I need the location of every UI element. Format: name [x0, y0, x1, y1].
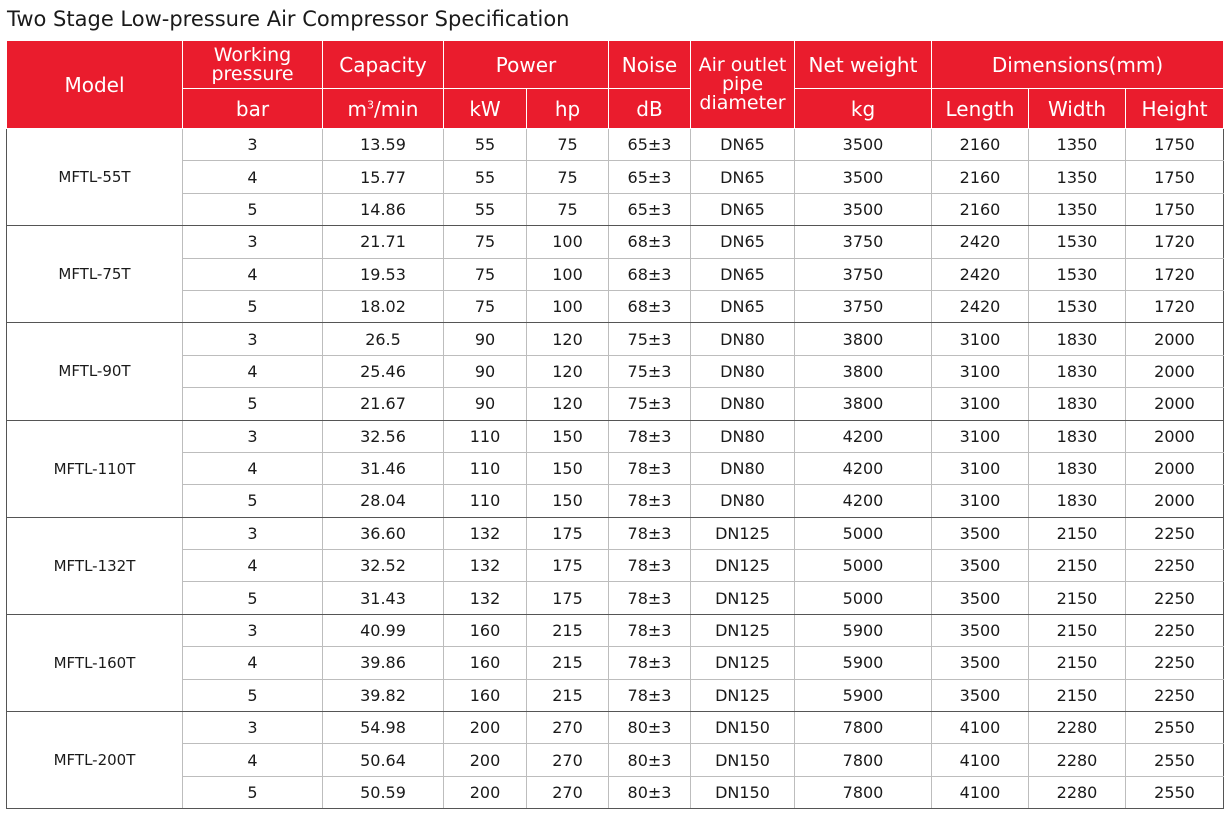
table-row: [7, 452, 1224, 484]
unit-kg: kg: [795, 89, 932, 129]
noise-cell: 78±3: [609, 550, 691, 582]
length-cell: 2160: [932, 129, 1029, 161]
hp-cell: 215: [527, 647, 609, 679]
bar-cell: 4: [183, 161, 323, 193]
kw-cell: 200: [444, 776, 527, 808]
bar-cell: 5: [183, 290, 323, 322]
height-cell: 2250: [1126, 550, 1224, 582]
capacity-cell: 26.5: [323, 323, 444, 355]
bar-cell: 3: [183, 614, 323, 646]
kw-cell: 55: [444, 161, 527, 193]
capacity-cell: 21.71: [323, 226, 444, 258]
hp-cell: 120: [527, 323, 609, 355]
table-row: [7, 226, 1224, 258]
bar-cell: 4: [183, 550, 323, 582]
bar-cell: 4: [183, 258, 323, 290]
hp-cell: 75: [527, 161, 609, 193]
bar-cell: 3: [183, 226, 323, 258]
unit-capacity-base: m: [347, 96, 368, 121]
height-cell: 2000: [1126, 323, 1224, 355]
noise-cell: 80±3: [609, 712, 691, 744]
height-cell: 1720: [1126, 290, 1224, 322]
length-cell: 3500: [932, 614, 1029, 646]
noise-cell: 78±3: [609, 647, 691, 679]
kw-cell: 200: [444, 712, 527, 744]
table-row: [7, 355, 1224, 387]
bar-cell: 5: [183, 679, 323, 711]
unit-hp: hp: [527, 89, 609, 129]
hp-cell: 120: [527, 355, 609, 387]
outlet-cell: DN80: [691, 420, 795, 452]
width-cell: 2150: [1029, 679, 1126, 711]
header-air-outlet: Air outlet pipe diameter: [691, 41, 795, 129]
kw-cell: 90: [444, 355, 527, 387]
height-cell: 1750: [1126, 129, 1224, 161]
kw-cell: 160: [444, 614, 527, 646]
table-row: [7, 647, 1224, 679]
capacity-cell: 40.99: [323, 614, 444, 646]
weight-cell: 3800: [795, 388, 932, 420]
bar-cell: 3: [183, 129, 323, 161]
hp-cell: 75: [527, 129, 609, 161]
weight-cell: 5000: [795, 517, 932, 549]
length-cell: 4100: [932, 744, 1029, 776]
weight-cell: 5900: [795, 679, 932, 711]
bar-cell: 5: [183, 388, 323, 420]
noise-cell: 75±3: [609, 355, 691, 387]
height-cell: 2250: [1126, 517, 1224, 549]
table-row: [7, 193, 1224, 225]
width-cell: 1350: [1029, 193, 1126, 225]
weight-cell: 3500: [795, 129, 932, 161]
hp-cell: 270: [527, 744, 609, 776]
length-cell: 3100: [932, 420, 1029, 452]
hp-cell: 175: [527, 582, 609, 614]
header-working-pressure: Working pressure: [183, 41, 323, 89]
header-noise: Noise: [609, 41, 691, 89]
noise-cell: 78±3: [609, 452, 691, 484]
outlet-cell: DN80: [691, 452, 795, 484]
height-cell: 2250: [1126, 679, 1224, 711]
spec-table: [6, 40, 1224, 809]
height-cell: 1750: [1126, 161, 1224, 193]
noise-cell: 75±3: [609, 388, 691, 420]
width-cell: 2280: [1029, 776, 1126, 808]
bar-cell: 3: [183, 420, 323, 452]
bar-cell: 3: [183, 323, 323, 355]
outlet-cell: DN80: [691, 485, 795, 517]
height-cell: 2250: [1126, 647, 1224, 679]
bar-cell: 4: [183, 647, 323, 679]
capacity-cell: 28.04: [323, 485, 444, 517]
length-cell: 4100: [932, 712, 1029, 744]
table-row: [7, 550, 1224, 582]
table-row: [7, 614, 1224, 646]
noise-cell: 80±3: [609, 744, 691, 776]
length-cell: 3500: [932, 550, 1029, 582]
capacity-cell: 14.86: [323, 193, 444, 225]
width-cell: 2150: [1029, 550, 1126, 582]
model-cell: MFTL-75T: [7, 226, 183, 323]
width-cell: 1530: [1029, 226, 1126, 258]
header-width: Width: [1029, 89, 1126, 129]
width-cell: 1830: [1029, 355, 1126, 387]
weight-cell: 3750: [795, 258, 932, 290]
weight-cell: 3500: [795, 161, 932, 193]
table-row: [7, 776, 1224, 808]
table-row: [7, 129, 1224, 161]
weight-cell: 3750: [795, 290, 932, 322]
width-cell: 2150: [1029, 517, 1126, 549]
capacity-cell: 18.02: [323, 290, 444, 322]
width-cell: 1350: [1029, 129, 1126, 161]
noise-cell: 68±3: [609, 226, 691, 258]
bar-cell: 5: [183, 582, 323, 614]
hp-cell: 100: [527, 258, 609, 290]
capacity-cell: 39.82: [323, 679, 444, 711]
weight-cell: 4200: [795, 485, 932, 517]
noise-cell: 65±3: [609, 161, 691, 193]
hp-cell: 150: [527, 452, 609, 484]
capacity-cell: 50.64: [323, 744, 444, 776]
outlet-cell: DN150: [691, 776, 795, 808]
noise-cell: 78±3: [609, 485, 691, 517]
capacity-cell: 54.98: [323, 712, 444, 744]
spec-table-body: [7, 129, 1224, 809]
weight-cell: 5900: [795, 647, 932, 679]
header-power: Power: [444, 41, 609, 89]
outlet-cell: DN125: [691, 679, 795, 711]
kw-cell: 132: [444, 582, 527, 614]
weight-cell: 3500: [795, 193, 932, 225]
weight-cell: 5900: [795, 614, 932, 646]
height-cell: 2550: [1126, 744, 1224, 776]
length-cell: 3100: [932, 452, 1029, 484]
hp-cell: 75: [527, 193, 609, 225]
noise-cell: 65±3: [609, 129, 691, 161]
bar-cell: 4: [183, 744, 323, 776]
table-row: [7, 323, 1224, 355]
hp-cell: 100: [527, 290, 609, 322]
hp-cell: 270: [527, 776, 609, 808]
weight-cell: 3800: [795, 355, 932, 387]
weight-cell: 5000: [795, 550, 932, 582]
outlet-cell: DN125: [691, 582, 795, 614]
outlet-cell: DN65: [691, 226, 795, 258]
hp-cell: 270: [527, 712, 609, 744]
hp-cell: 175: [527, 550, 609, 582]
width-cell: 2280: [1029, 744, 1126, 776]
table-row: [7, 744, 1224, 776]
kw-cell: 55: [444, 129, 527, 161]
kw-cell: 90: [444, 388, 527, 420]
capacity-cell: 15.77: [323, 161, 444, 193]
weight-cell: 4200: [795, 420, 932, 452]
kw-cell: 110: [444, 452, 527, 484]
capacity-cell: 32.52: [323, 550, 444, 582]
capacity-cell: 31.43: [323, 582, 444, 614]
weight-cell: 5000: [795, 582, 932, 614]
table-row: [7, 517, 1224, 549]
length-cell: 2420: [932, 258, 1029, 290]
noise-cell: 78±3: [609, 420, 691, 452]
table-row: [7, 679, 1224, 711]
hp-cell: 215: [527, 679, 609, 711]
header-dimensions: Dimensions(mm): [932, 41, 1224, 89]
table-row: [7, 712, 1224, 744]
length-cell: 3100: [932, 388, 1029, 420]
noise-cell: 68±3: [609, 258, 691, 290]
model-cell: MFTL-200T: [7, 712, 183, 809]
hp-cell: 150: [527, 420, 609, 452]
outlet-cell: DN150: [691, 712, 795, 744]
unit-bar: bar: [183, 89, 323, 129]
unit-capacity-sup: 3: [367, 97, 375, 111]
outlet-cell: DN65: [691, 129, 795, 161]
noise-cell: 78±3: [609, 582, 691, 614]
table-row: [7, 258, 1224, 290]
kw-cell: 132: [444, 550, 527, 582]
outlet-cell: DN80: [691, 388, 795, 420]
table-row: [7, 420, 1224, 452]
model-cell: MFTL-110T: [7, 420, 183, 517]
hp-cell: 120: [527, 388, 609, 420]
capacity-cell: 31.46: [323, 452, 444, 484]
bar-cell: 3: [183, 517, 323, 549]
kw-cell: 75: [444, 226, 527, 258]
height-cell: 2000: [1126, 485, 1224, 517]
outlet-cell: DN65: [691, 161, 795, 193]
hp-cell: 100: [527, 226, 609, 258]
kw-cell: 110: [444, 420, 527, 452]
length-cell: 2160: [932, 193, 1029, 225]
weight-cell: 7800: [795, 776, 932, 808]
noise-cell: 65±3: [609, 193, 691, 225]
height-cell: 1720: [1126, 226, 1224, 258]
outlet-cell: DN65: [691, 193, 795, 225]
outlet-cell: DN80: [691, 323, 795, 355]
kw-cell: 160: [444, 679, 527, 711]
capacity-cell: 50.59: [323, 776, 444, 808]
model-cell: MFTL-160T: [7, 614, 183, 711]
kw-cell: 200: [444, 744, 527, 776]
hp-cell: 215: [527, 614, 609, 646]
height-cell: 2250: [1126, 614, 1224, 646]
height-cell: 2000: [1126, 452, 1224, 484]
height-cell: 1720: [1126, 258, 1224, 290]
length-cell: 2160: [932, 161, 1029, 193]
width-cell: 1530: [1029, 290, 1126, 322]
outlet-cell: DN80: [691, 355, 795, 387]
width-cell: 2150: [1029, 647, 1126, 679]
kw-cell: 55: [444, 193, 527, 225]
capacity-cell: 25.46: [323, 355, 444, 387]
width-cell: 2150: [1029, 614, 1126, 646]
model-cell: MFTL-55T: [7, 129, 183, 226]
header-capacity: Capacity: [323, 41, 444, 89]
table-row: [7, 582, 1224, 614]
bar-cell: 3: [183, 712, 323, 744]
noise-cell: 80±3: [609, 776, 691, 808]
bar-cell: 4: [183, 355, 323, 387]
kw-cell: 160: [444, 647, 527, 679]
kw-cell: 90: [444, 323, 527, 355]
length-cell: 3500: [932, 582, 1029, 614]
height-cell: 1750: [1126, 193, 1224, 225]
page-title: Two Stage Low-pressure Air Compressor Specification: [7, 7, 570, 31]
length-cell: 3100: [932, 485, 1029, 517]
capacity-cell: 21.67: [323, 388, 444, 420]
length-cell: 3500: [932, 517, 1029, 549]
header-model: Model: [7, 41, 183, 129]
width-cell: 1830: [1029, 388, 1126, 420]
length-cell: 3100: [932, 323, 1029, 355]
capacity-cell: 13.59: [323, 129, 444, 161]
noise-cell: 78±3: [609, 679, 691, 711]
height-cell: 2550: [1126, 712, 1224, 744]
header-length: Length: [932, 89, 1029, 129]
hp-cell: 150: [527, 485, 609, 517]
capacity-cell: 36.60: [323, 517, 444, 549]
height-cell: 2250: [1126, 582, 1224, 614]
width-cell: 1530: [1029, 258, 1126, 290]
width-cell: 2280: [1029, 712, 1126, 744]
length-cell: 3100: [932, 355, 1029, 387]
kw-cell: 132: [444, 517, 527, 549]
table-row: [7, 388, 1224, 420]
table-row: [7, 485, 1224, 517]
unit-kw: kW: [444, 89, 527, 129]
hp-cell: 175: [527, 517, 609, 549]
model-cell: MFTL-132T: [7, 517, 183, 614]
width-cell: 2150: [1029, 582, 1126, 614]
noise-cell: 78±3: [609, 517, 691, 549]
width-cell: 1350: [1029, 161, 1126, 193]
height-cell: 2550: [1126, 776, 1224, 808]
unit-db: dB: [609, 89, 691, 129]
header-height: Height: [1126, 89, 1224, 129]
outlet-cell: DN125: [691, 614, 795, 646]
capacity-cell: 39.86: [323, 647, 444, 679]
width-cell: 1830: [1029, 485, 1126, 517]
weight-cell: 3750: [795, 226, 932, 258]
weight-cell: 3800: [795, 323, 932, 355]
length-cell: 2420: [932, 290, 1029, 322]
height-cell: 2000: [1126, 355, 1224, 387]
bar-cell: 4: [183, 452, 323, 484]
length-cell: 3500: [932, 647, 1029, 679]
outlet-cell: DN65: [691, 290, 795, 322]
unit-capacity-rest: /min: [374, 96, 419, 121]
length-cell: 4100: [932, 776, 1029, 808]
table-row: [7, 290, 1224, 322]
width-cell: 1830: [1029, 420, 1126, 452]
capacity-cell: 19.53: [323, 258, 444, 290]
width-cell: 1830: [1029, 323, 1126, 355]
length-cell: 2420: [932, 226, 1029, 258]
height-cell: 2000: [1126, 420, 1224, 452]
noise-cell: 78±3: [609, 614, 691, 646]
weight-cell: 4200: [795, 452, 932, 484]
weight-cell: 7800: [795, 744, 932, 776]
noise-cell: 68±3: [609, 290, 691, 322]
weight-cell: 7800: [795, 712, 932, 744]
width-cell: 1830: [1029, 452, 1126, 484]
bar-cell: 5: [183, 485, 323, 517]
table-row: [7, 161, 1224, 193]
capacity-cell: 32.56: [323, 420, 444, 452]
kw-cell: 110: [444, 485, 527, 517]
outlet-cell: DN125: [691, 550, 795, 582]
bar-cell: 5: [183, 193, 323, 225]
header-net-weight: Net weight: [795, 41, 932, 89]
model-cell: MFTL-90T: [7, 323, 183, 420]
outlet-cell: DN150: [691, 744, 795, 776]
outlet-cell: DN65: [691, 258, 795, 290]
outlet-cell: DN125: [691, 517, 795, 549]
outlet-cell: DN125: [691, 647, 795, 679]
unit-capacity: [323, 89, 444, 129]
length-cell: 3500: [932, 679, 1029, 711]
noise-cell: 75±3: [609, 323, 691, 355]
height-cell: 2000: [1126, 388, 1224, 420]
bar-cell: 5: [183, 776, 323, 808]
kw-cell: 75: [444, 290, 527, 322]
kw-cell: 75: [444, 258, 527, 290]
